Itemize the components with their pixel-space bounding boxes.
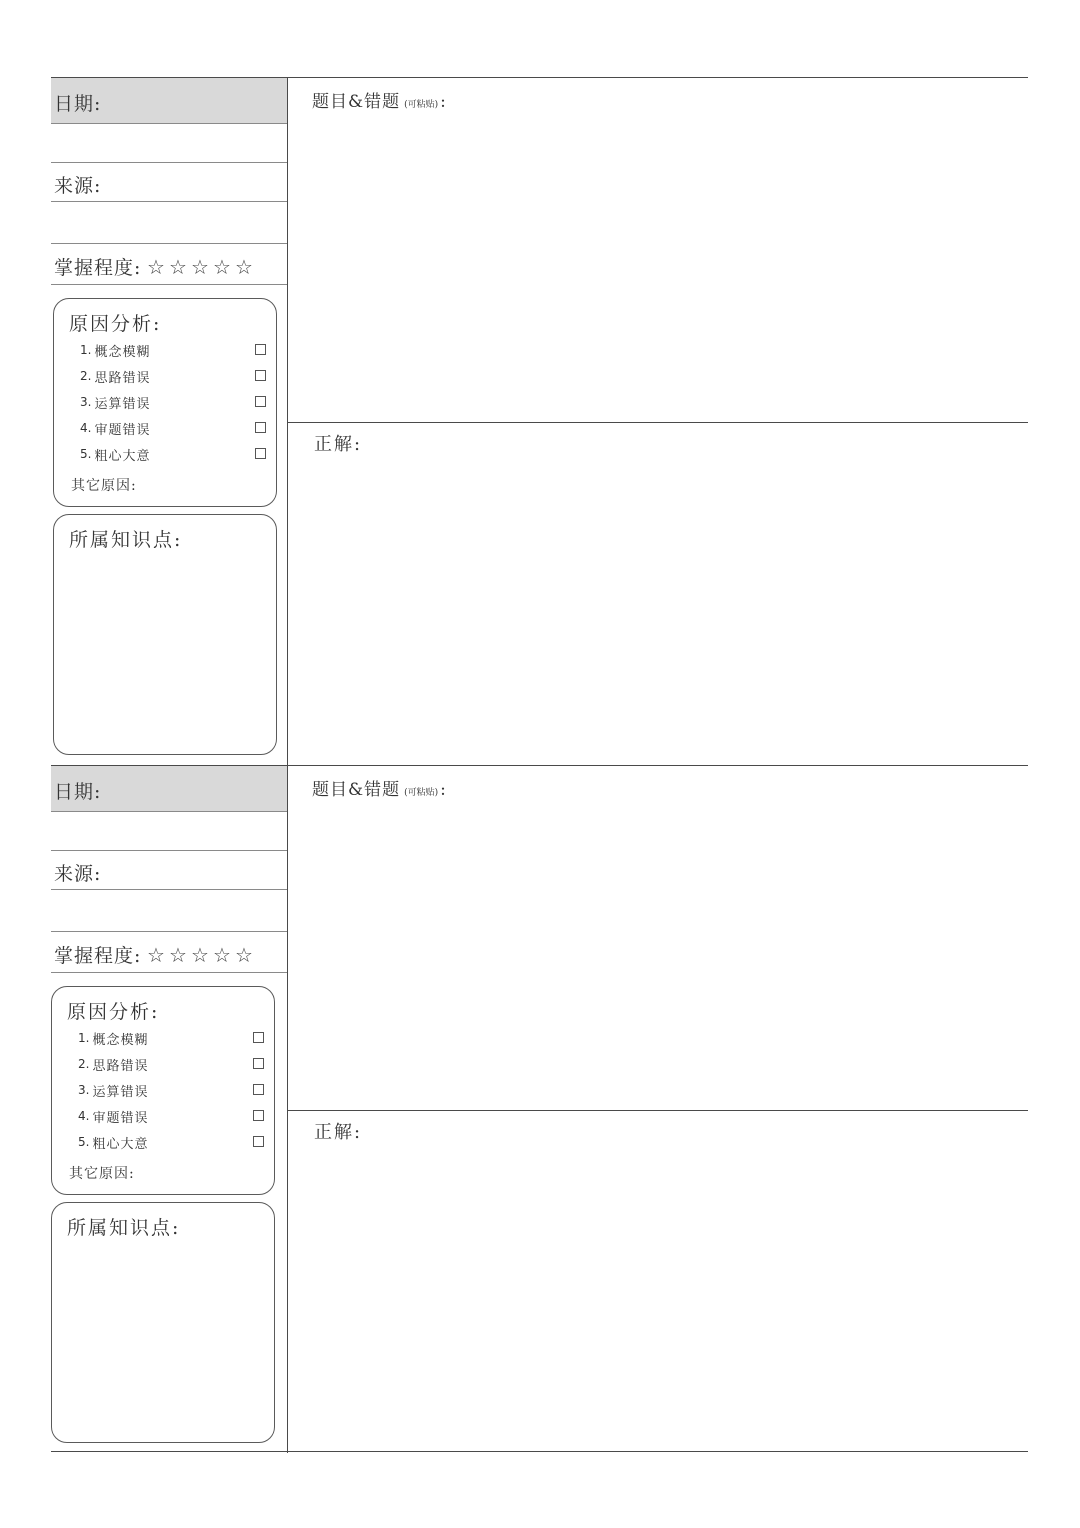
question-note: (可粘贴) — [404, 100, 439, 110]
divider-line — [51, 889, 287, 890]
option-label: 审题错误 — [92, 1110, 149, 1126]
divider-line — [51, 811, 287, 812]
reason-option[interactable] — [80, 366, 266, 386]
divider-line — [51, 284, 287, 285]
star-icon[interactable]: ☆ — [190, 254, 210, 279]
option-number: 3. — [80, 395, 92, 409]
checkbox[interactable] — [255, 396, 266, 407]
divider-line — [51, 123, 287, 124]
column-divider — [287, 77, 288, 765]
divider-line — [51, 162, 287, 163]
mastery-row — [54, 941, 255, 968]
checkbox[interactable] — [253, 1136, 264, 1147]
mistake-card — [51, 765, 1028, 1453]
checkbox[interactable] — [253, 1032, 264, 1043]
option-label: 审题错误 — [94, 422, 151, 438]
checkbox[interactable] — [253, 1110, 264, 1121]
answer-divider — [287, 422, 1028, 423]
option-number: 2. — [78, 1057, 90, 1071]
option-label: 概念模糊 — [94, 344, 151, 360]
answer-label: 正解: — [314, 1122, 363, 1143]
divider-line — [51, 201, 287, 202]
mistake-card — [51, 77, 1028, 765]
star-icon[interactable]: ☆ — [146, 942, 166, 967]
knowledge-title: 所属知识点: — [69, 529, 183, 551]
star-icon[interactable]: ☆ — [146, 254, 166, 279]
question-heading — [312, 87, 447, 112]
reason-option[interactable] — [78, 1054, 264, 1074]
option-number: 1. — [78, 1031, 90, 1045]
option-number: 5. — [80, 447, 92, 461]
option-number: 3. — [78, 1083, 90, 1097]
reason-option[interactable] — [78, 1106, 264, 1126]
mastery-label: 掌握程度: — [54, 257, 142, 279]
source-label: 来源: — [54, 175, 102, 197]
divider-line — [51, 850, 287, 851]
checkbox[interactable] — [253, 1058, 264, 1069]
checkbox[interactable] — [255, 344, 266, 355]
answer-divider — [287, 1110, 1028, 1111]
reason-analysis-box — [53, 298, 277, 507]
option-number: 4. — [78, 1109, 90, 1123]
star-icon[interactable]: ☆ — [212, 254, 232, 279]
question-heading — [312, 775, 447, 800]
reason-analysis-box — [51, 986, 275, 1195]
checkbox[interactable] — [255, 422, 266, 433]
reason-option[interactable] — [80, 444, 266, 464]
reason-title: 原因分析: — [69, 313, 162, 335]
knowledge-point-box — [53, 514, 277, 755]
divider-line — [51, 931, 287, 932]
reason-option[interactable] — [80, 340, 266, 360]
option-label: 思路错误 — [94, 370, 151, 386]
knowledge-title: 所属知识点: — [67, 1217, 181, 1239]
other-reason-label: 其它原因: — [71, 478, 137, 494]
reason-option[interactable] — [80, 392, 266, 412]
other-reason-label: 其它原因: — [69, 1166, 135, 1182]
star-icon[interactable]: ☆ — [168, 942, 188, 967]
reason-title: 原因分析: — [67, 1001, 160, 1023]
question-colon: : — [440, 92, 447, 112]
question-note: (可粘贴) — [404, 788, 439, 798]
date-label: 日期: — [54, 93, 102, 115]
mastery-row — [54, 253, 255, 280]
option-label: 思路错误 — [92, 1058, 149, 1074]
divider-line — [51, 243, 287, 244]
reason-option[interactable] — [78, 1080, 264, 1100]
question-label: 题目&错题 — [312, 780, 401, 800]
reason-option[interactable] — [78, 1132, 264, 1152]
option-number: 4. — [80, 421, 92, 435]
divider-line — [51, 972, 287, 973]
option-number: 1. — [80, 343, 92, 357]
reason-option[interactable] — [80, 418, 266, 438]
mastery-stars[interactable] — [145, 255, 255, 279]
option-number: 5. — [78, 1135, 90, 1149]
date-label: 日期: — [54, 781, 102, 803]
star-icon[interactable]: ☆ — [190, 942, 210, 967]
card-bottom-border — [51, 1451, 1028, 1452]
question-colon: : — [440, 780, 447, 800]
mastery-label: 掌握程度: — [54, 945, 142, 967]
option-number: 2. — [80, 369, 92, 383]
knowledge-point-box — [51, 1202, 275, 1443]
question-label: 题目&错题 — [312, 92, 401, 112]
checkbox[interactable] — [253, 1084, 264, 1095]
source-label: 来源: — [54, 863, 102, 885]
column-divider — [287, 765, 288, 1453]
reason-option[interactable] — [78, 1028, 264, 1048]
star-icon[interactable]: ☆ — [168, 254, 188, 279]
star-icon[interactable]: ☆ — [234, 254, 254, 279]
star-icon[interactable]: ☆ — [234, 942, 254, 967]
option-label: 粗心大意 — [94, 448, 151, 464]
mastery-stars[interactable] — [145, 943, 255, 967]
checkbox[interactable] — [255, 448, 266, 459]
option-label: 粗心大意 — [92, 1136, 149, 1152]
option-label: 运算错误 — [92, 1084, 149, 1100]
option-label: 运算错误 — [94, 396, 151, 412]
star-icon[interactable]: ☆ — [212, 942, 232, 967]
option-label: 概念模糊 — [92, 1032, 149, 1048]
checkbox[interactable] — [255, 370, 266, 381]
answer-label: 正解: — [314, 434, 363, 455]
